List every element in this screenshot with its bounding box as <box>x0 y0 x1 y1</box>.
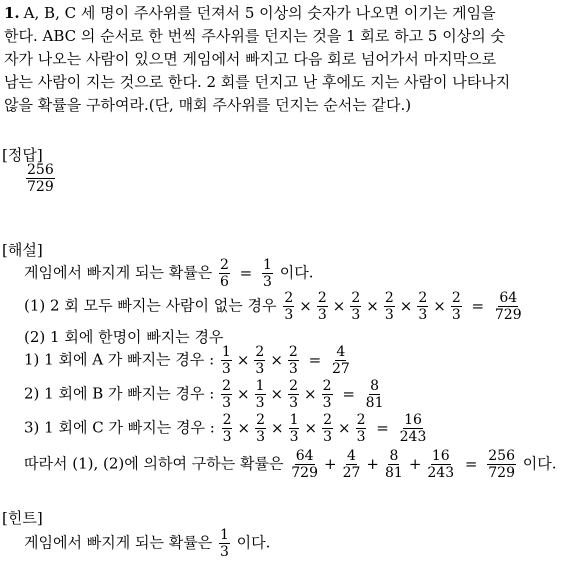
problem-line-3: 자가 나오는 사람이 있으면 게임에서 빠지고 다음 회로 넘어가서 마지막으로 <box>4 50 497 68</box>
problem-line-5: 않을 확률을 구하여라.(단, 매회 주사위를 던지는 순서는 같다.) <box>4 96 412 114</box>
solution-line-7: 따라서 (1), (2)에 의하여 구하는 확률은 $\frac{64}{729}$ + $\frac{4}{27}$ + $\frac{8}{81}$ + $\frac{16}{243}$ = $\frac{256}{729}$ 이다. <box>24 448 557 481</box>
problem-line-4: 남는 사람이 지는 것으로 한다. 2 회를 던지고 난 후에도 지는 사람이 나타나지 <box>4 73 511 91</box>
answer-fraction: $\frac{256}{729}$ <box>27 162 54 195</box>
answer-heading: [정답] <box>2 146 43 164</box>
solution-line-6: 3) 1 회에 C 가 빠지는 경우 : $\frac{2}{3}$ × $\frac{2}{3}$ × $\frac{1}{3}$ × $\frac{2}{3}$ × $\frac{2}{3}$ = $\frac{16}{243}$ <box>24 412 427 445</box>
hint-line: 게임에서 빠지게 되는 확률은 $\frac{1}{3}$ 이다. <box>24 527 271 560</box>
solution-line-5: 2) 1 회에 B 가 빠지는 경우 : $\frac{2}{3}$ × $\frac{1}{3}$ × $\frac{2}{3}$ × $\frac{2}{3}$ = $\frac{8}{81}$ <box>24 378 384 411</box>
solution-line-3: (2) 1 회에 한명이 빠지는 경우 <box>24 328 224 346</box>
problem-number: 1. <box>4 4 20 22</box>
problem-line-2: 한다. ABC 의 순서로 한 번씩 주사위를 던지는 것을 1 회로 하고 5 이상의 숫 <box>4 27 505 45</box>
solution-line-2: (1) 2 회 모두 빠지는 사람이 없는 경우 $\frac{2}{3}$ × $\frac{2}{3}$ × $\frac{2}{3}$ × $\frac{2}{3}$ × $\frac{2}{3}$ × $\frac{2}{3}$ = $\frac{64}{729}$ <box>24 290 522 323</box>
hint-heading: [힌트] <box>2 509 43 527</box>
solution-heading: [해설] <box>2 241 43 259</box>
solution-line-1: 게임에서 빠지게 되는 확률은 $\frac{2}{6}$ = $\frac{1}{3}$ 이다. <box>24 257 314 290</box>
solution-line-4: 1) 1 회에 A 가 빠지는 경우 : $\frac{1}{3}$ × $\frac{2}{3}$ × $\frac{2}{3}$ = $\frac{4}{27}$ <box>24 344 350 377</box>
problem-line-1: 1. A, B, C 세 명이 주사위를 던져서 5 이상의 숫자가 나오면 이기는 게임을 <box>4 4 496 22</box>
